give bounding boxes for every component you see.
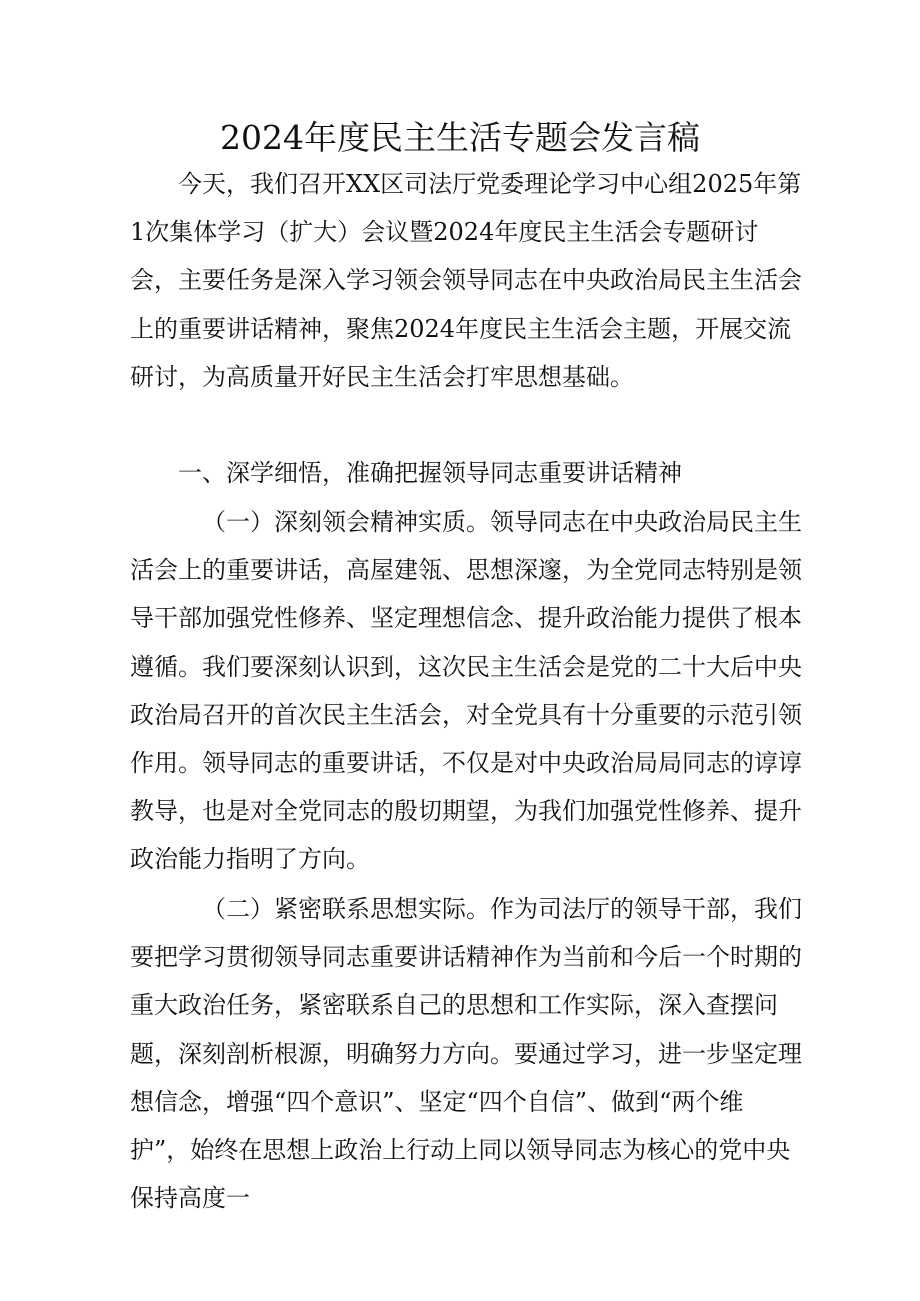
paragraph-intro bbox=[130, 160, 802, 401]
paragraph: 今天，我们召开XX区司法厅党委理论学习中心组2025年第1次集体学习（扩大）会议暨2024年度民主生活会专题研讨会，主要任务是深入学习领会领导同志在中央政治局民主生活会上的重要讲话精神，聚焦2024年度民主生活会主题，开展交流研讨，为高质量开好民主生活会打牢思想基础。 bbox=[130, 170, 802, 391]
paragraph-subsection-one bbox=[130, 498, 802, 884]
document-title: 2024年度民主生活专题会发言稿 bbox=[220, 118, 700, 157]
paragraph: （一）深刻领会精神实质。领导同志在中央政治局民主生活会上的重要讲话，高屋建瓴、思想深邃，为全党同志特别是领导干部加强党性修养、坚定理想信念、提升政治能力提供了根本遵循。我们要深刻认识到，这次民主生活会是党的二十大后中央政治局召开的首次民主生活会，对全党具有十分重要的示范引领作用。领导同志的重要讲话，不仅是对中央政治局局同志的谆谆教导，也是对全党同志的殷切期望，为我们加强党性修养、提升政治能力指明了方向。 bbox=[130, 508, 802, 874]
paragraph-subsection-two bbox=[130, 885, 802, 1222]
section-heading-one bbox=[130, 449, 802, 497]
heading: 一、深学细悟，准确把握领导同志重要讲话精神 bbox=[178, 459, 682, 487]
paragraph: （二）紧密联系思想实际。作为司法厅的领导干部，我们要把学习贯彻领导同志重要讲话精神作为当前和今后一个时期的重大政治任务，紧密联系自己的思想和工作实际，深入查摆问题，深刻剖析根源，明确努力方向。要通过学习，进一步坚定理想信念，增强“四个意识”、坚定“四个自信”、做到“两个维护”，始终在思想上政治上行动上同以领导同志为核心的党中央保持高度一 bbox=[130, 895, 802, 1213]
